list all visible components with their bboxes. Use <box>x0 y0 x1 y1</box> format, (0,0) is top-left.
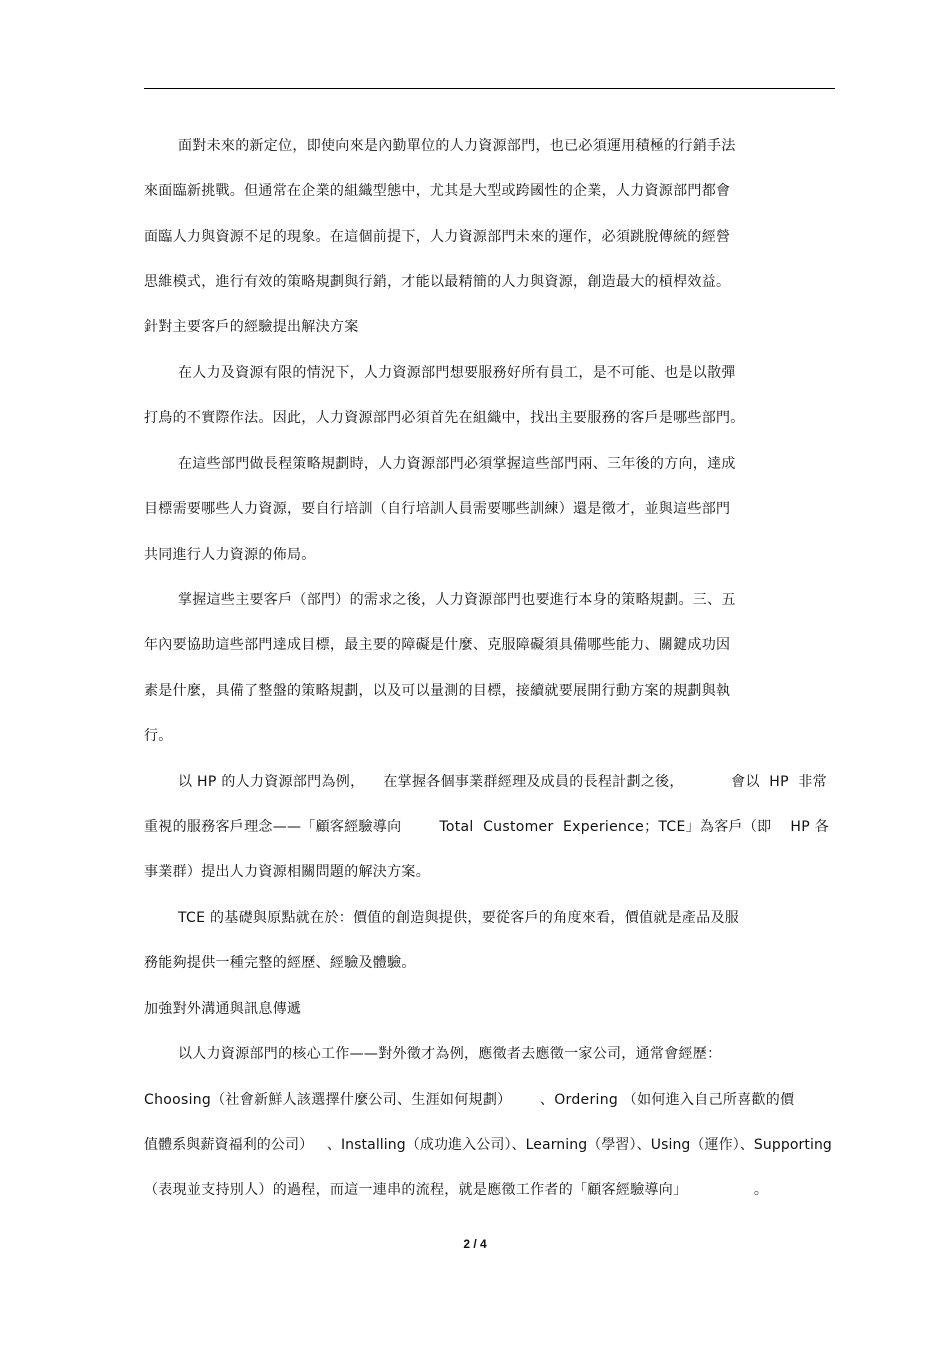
paragraph-line: 打鳥的不實際作法。因此，人力資源部門必須首先在組織中，找出主要服務的客戶是哪些部門。 <box>144 410 745 426</box>
paragraph-line: 以人力資源部門的核心工作——對外徵才為例，應徵者去應徵一家公司，通常會經歷： <box>178 1046 722 1062</box>
paragraph-line: 在人力及資源有限的情況下，人力資源部門想要服務好所有員工，是不可能、也是以散彈 <box>178 365 736 381</box>
paragraph-line: 年內要協助這些部門達成目標，最主要的障礙是什麼、克服障礙須具備哪些能力、關鍵成功因 <box>144 637 731 653</box>
paragraph-line: 掌握這些主要客戶（部門）的需求之後，人力資源部門也要進行本身的策略規劃。三、五 <box>178 592 736 608</box>
paragraph-line: Choosing（社會新鮮人該選擇什麼公司、生涯如何規劃） 、Ordering （如何進入自己所喜歡的價 <box>144 1092 795 1108</box>
paragraph-line: （表現並支持別人）的過程，而這一連串的流程，就是應徵工作者的「顧客經驗導向」 。 <box>144 1182 769 1198</box>
page-number: 2 / 4 <box>463 1237 487 1251</box>
section-heading: 針對主要客戶的經驗提出解決方案 <box>144 319 359 335</box>
paragraph-line: 思維模式，進行有效的策略規劃與行銷，才能以最精簡的人力與資源，創造最大的槓桿效益。 <box>144 274 731 290</box>
paragraph-line: TCE 的基礎與原點就在於：價值的創造與提供，要從客戶的角度來看，價值就是產品及服 <box>178 910 740 926</box>
paragraph-line: 務能夠提供一種完整的經歷、經驗及體驗。 <box>144 955 416 971</box>
paragraph-line: 面對未來的新定位，即使向來是內勤單位的人力資源部門，也已必須運用積極的行銷手法 <box>178 138 736 154</box>
paragraph-line: 值體系與薪資福利的公司） 、Installing（成功進入公司）、Learning（學習）、Using（運作）、Supporting <box>144 1137 832 1153</box>
paragraph-line: 重視的服務客戶理念——「顧客經驗導向 Total Customer Experience；TCE」為客戶（即 HP 各 <box>144 819 830 835</box>
paragraph-line: 事業群）提出人力資源相關問題的解決方案。 <box>144 864 430 880</box>
paragraph-line: 面臨人力與資源不足的現象。在這個前提下，人力資源部門未來的運作，必須跳脫傳統的經營 <box>144 229 731 245</box>
header-rule <box>144 88 835 89</box>
paragraph-line: 在這些部門做長程策略規劃時，人力資源部門必須掌握這些部門兩、三年後的方向，達成 <box>178 456 736 472</box>
paragraph-line: 以 HP 的人力資源部門為例， 在掌握各個事業群經理及成員的長程計劃之後， 會以 HP 非常 <box>178 774 827 790</box>
paragraph-line: 行。 <box>144 728 173 744</box>
section-heading: 加強對外溝通與訊息傳遞 <box>144 1001 302 1017</box>
paragraph-line: 共同進行人力資源的佈局。 <box>144 547 316 563</box>
paragraph-line: 素是什麼，具備了整盤的策略規劃，以及可以量測的目標，接續就要展開行動方案的規劃與執 <box>144 683 731 699</box>
paragraph-line: 目標需要哪些人力資源，要自行培訓（自行培訓人員需要哪些訓練）還是徵才，並與這些部門 <box>144 501 731 517</box>
paragraph-line: 來面臨新挑戰。但通常在企業的組織型態中，尤其是大型或跨國性的企業，人力資源部門都會 <box>144 183 731 199</box>
